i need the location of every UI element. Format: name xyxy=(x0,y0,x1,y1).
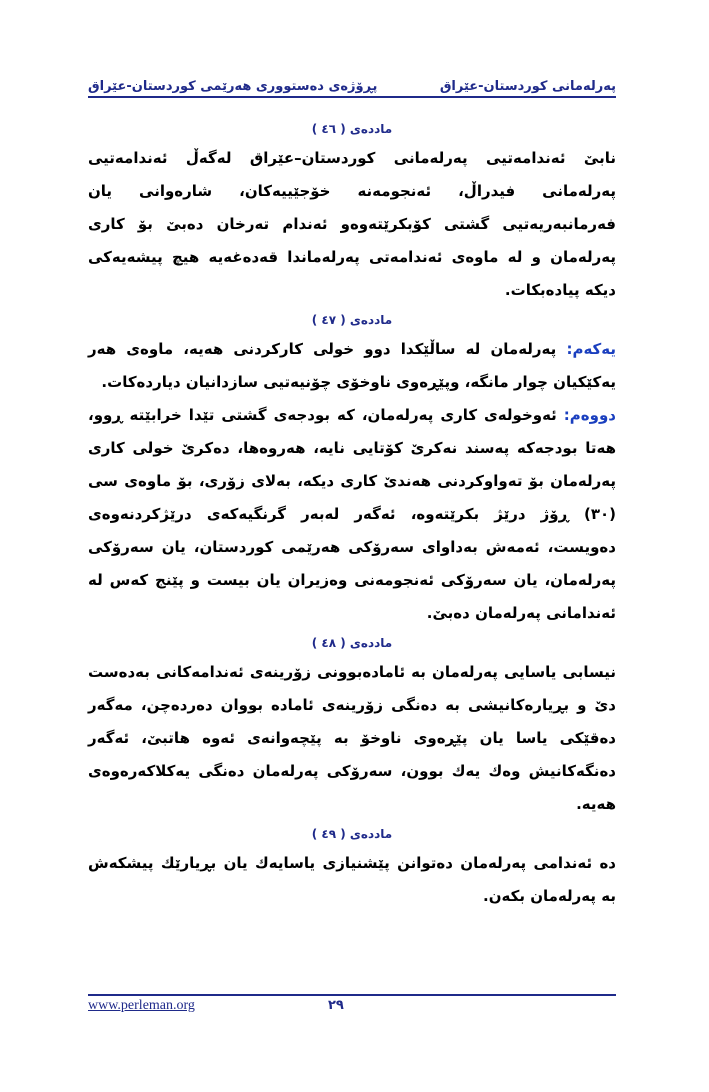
page-body xyxy=(88,116,616,913)
article-47-clause-2-lead: دووەم: xyxy=(563,406,616,424)
page-number: ٢٩ xyxy=(328,998,344,1013)
footer-website-link[interactable]: www.perleman.org xyxy=(88,998,195,1013)
article-46-paragraph xyxy=(88,142,616,307)
article-47-clause-1-lead: یەکەم: xyxy=(566,340,616,358)
header-document-title: پڕۆژەی دەستووری هەرێمی کوردستان-عێراق xyxy=(88,79,378,94)
article-48-title: ماددەی ( ٤٨ ) xyxy=(311,636,393,650)
article-47-clause-1-text: پەرلەمان لە ساڵێکدا دوو خولی کارکردنی هەیە، ماوەی هەر یەکێکیان چوار مانگە، وپێڕەوی ناوخۆی چۆنیەتیی سازدانیان دیاردەکات. xyxy=(88,340,616,391)
page-footer xyxy=(88,994,616,1020)
article-47-title: ماددەی ( ٤٧ ) xyxy=(311,313,393,327)
header-parliament-name: پەرلەمانی کوردستان-عێراق xyxy=(439,79,616,94)
article-46-title: ماددەی ( ٤٦ ) xyxy=(311,122,393,136)
article-47-paragraph-1 xyxy=(88,333,616,399)
article-48-paragraph xyxy=(88,656,616,821)
article-46-text: نابێ ئەندامەتیی پەرلەمانی کوردستان–عێراق لەگەڵ ئەندامەتیی پەرلەمانی فیدراڵ، ئەنجومەنە خۆجێییەکان، شارەوانی یان فەرمانبەریەتیی گشتی کۆبکرێتەوەو ئەندام تەرخان دەبێ بۆ کاری پەرلەمان و لە ماوەی ئەندامەتی پەرلەماندا قەدەغەیە هیچ پیشەیەکی دیکە پیادەبکات. xyxy=(88,149,616,299)
article-49-text: دە ئەندامی پەرلەمان دەتوانن پێشنیازی یاسایەك یان بڕیارێك پیشکەش بە پەرلەمان بکەن. xyxy=(88,854,616,905)
article-48-text: نیسابی یاسایی پەرلەمان بە ئامادەبوونی زۆرینەی ئەندامەکانی بەدەست دێ و بڕیارەکانیشی بە دەنگی زۆرینەی ئامادە بووان دەردەچن، مەگەر دەقێکی یاسا یان پێڕەوی ناوخۆ بە پێچەوانەی ئەوە هاتبێ، ئەگەر دەنگەکانیش وەك یەك بوون، سەرۆکی پەرلەمان دەنگی یەکلاکەرەوەی هەیە. xyxy=(88,663,616,813)
article-47-paragraph-2 xyxy=(88,399,616,630)
article-47-clause-2-text: ئەوخولەی کاری پەرلەمان، کە بودجەی گشتی تێدا خرابێتە ڕوو، هەتا بودجەکە پەسند نەکرێ کۆتایی نایە، هەروەها، دەکرێ خولی کاری پەرلەمان بۆ تەواوکردنی هەندێ کاری دیکە، بەلای زۆری، بۆ ماوەی سی (٣٠) ڕۆژ درێژ بکرێتەوە، ئەگەر لەبەر گرنگیەکەی درێژکردنەوەی دەویست، ئەمەش بەداوای سەرۆکی هەرێمی کوردستان، یان سەرۆکی پەرلەمان، یان سەرۆکی ئەنجومەنی وەزیران یان بیست و پێنج کەس لە ئەندامانی پەرلەمان دەبێ. xyxy=(88,406,616,622)
article-49-paragraph xyxy=(88,847,616,913)
article-49-title: ماددەی ( ٤٩ ) xyxy=(311,827,393,841)
page-header xyxy=(88,72,616,98)
